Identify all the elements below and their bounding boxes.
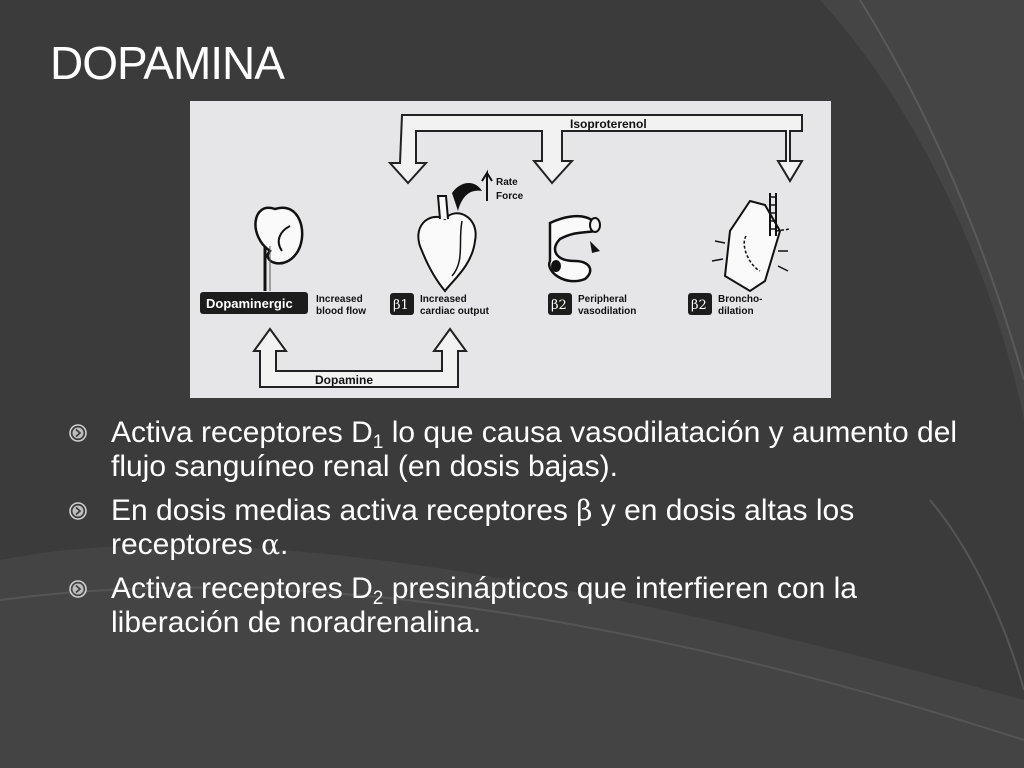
- dopamine-receptor-diagram: [190, 101, 831, 398]
- dopaminergic-badge-label: Dopaminergic: [206, 296, 293, 311]
- beta2-bronchodilation-badge-label: β2: [691, 298, 707, 313]
- circle-arrow-bullet-icon: [68, 579, 88, 599]
- heart-illustration: [418, 173, 492, 291]
- blood-flow-effect-line1: Increased: [316, 294, 363, 305]
- isoproterenol-label: Isoproterenol: [570, 117, 647, 131]
- dopamine-label: Dopamine: [315, 373, 374, 387]
- cardiac-output-effect-line1: Increased: [420, 294, 467, 305]
- bronchi-illustration: [712, 193, 790, 291]
- bullet-1-subscript: 1: [372, 432, 384, 453]
- bullet-1-text-b: lo que causa vasodilatación y aumento del flujo sanguíneo renal (en dosis bajas).: [111, 416, 958, 483]
- bullet-item: [68, 416, 968, 484]
- bullet-3-text-a: Activa receptores D: [111, 572, 373, 605]
- vasodilation-effect-line2: vasodilation: [578, 306, 637, 317]
- circle-arrow-bullet-icon: [68, 501, 88, 521]
- bullet-2-beta-symbol: β: [576, 494, 593, 527]
- receptor-row: [200, 292, 762, 317]
- bullet-2-text-b: y en dosis altas los receptores: [111, 494, 855, 561]
- beta2-vasodilation-badge-label: β2: [551, 298, 567, 313]
- bullet-3-text-b: presinápticos que interfieren con la liberación de noradrenalina.: [111, 572, 857, 639]
- circle-arrow-bullet-icon: [68, 423, 88, 443]
- bronchodilation-effect-line2: dilation: [718, 306, 754, 317]
- bullet-1-text-a: Activa receptores D: [111, 416, 373, 449]
- force-label: Force: [496, 191, 524, 202]
- bullet-item: [68, 494, 968, 562]
- kidney-illustration: [255, 208, 302, 291]
- bullet-list: [68, 416, 968, 650]
- bullet-item: [68, 572, 968, 640]
- bullet-2-text-a: En dosis medias activa receptores: [111, 494, 577, 527]
- slide-title: DOPAMINA: [50, 37, 284, 89]
- vasodilation-effect-line1: Peripheral: [578, 294, 627, 305]
- bronchodilation-effect-line1: Broncho-: [718, 294, 763, 305]
- beta1-badge-label: β1: [393, 298, 409, 313]
- cardiac-output-effect-line2: cardiac output: [420, 306, 489, 317]
- bullet-3-subscript: 2: [372, 588, 384, 609]
- bullet-2-text-c: .: [280, 528, 289, 561]
- bullet-2-alpha-symbol: α: [261, 528, 280, 561]
- vessel-illustration: [549, 216, 600, 281]
- blood-flow-effect-line2: blood flow: [316, 306, 366, 317]
- rate-label: Rate: [496, 177, 518, 188]
